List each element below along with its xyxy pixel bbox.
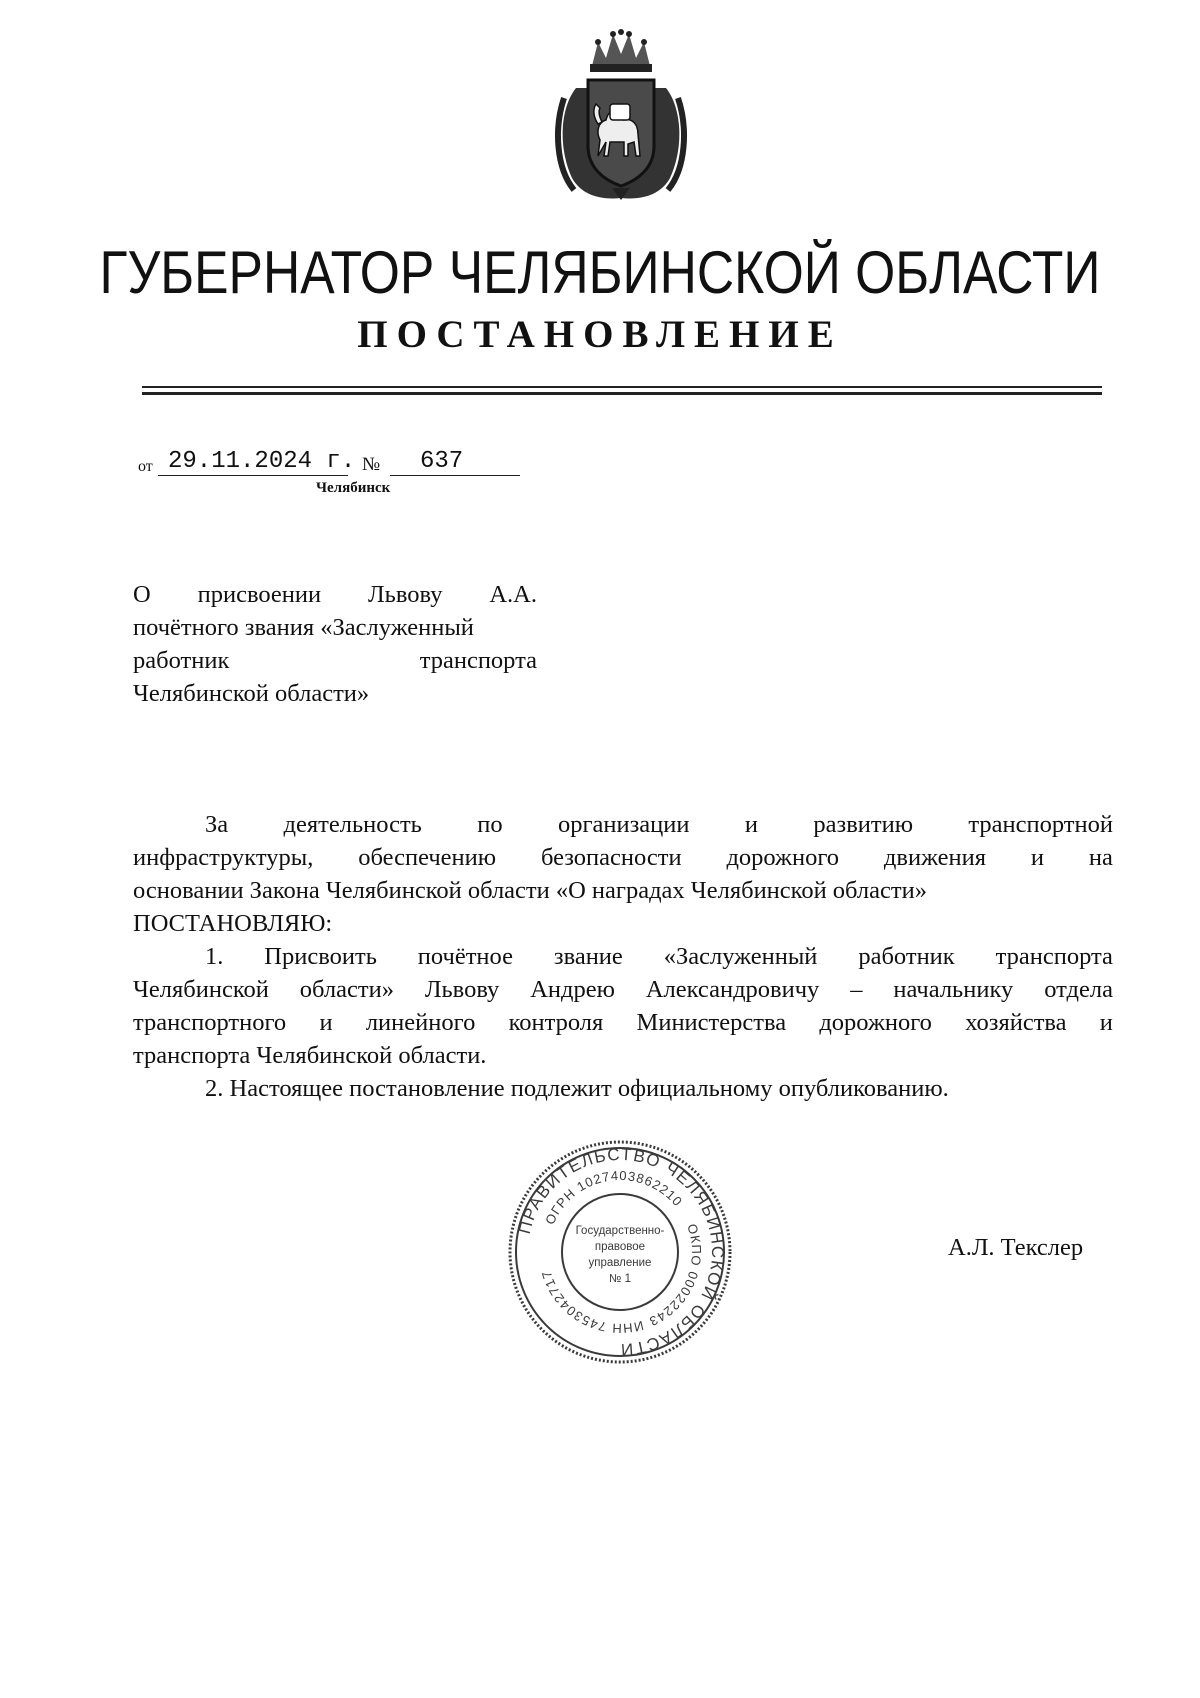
word: – [850,976,863,1003]
word: начальнику [893,976,1014,1003]
svg-text:правовое: правовое [594,1241,646,1253]
seal-okpo-text: ОКПО 00022243 [646,1221,705,1330]
word: 1. [205,943,224,970]
word: Александровичу [645,976,820,1003]
word: и [319,1009,333,1036]
word: безопасности [540,844,682,871]
word: области» [299,976,394,1003]
date-underline [158,475,348,476]
decree-item-2: 2. Настоящее постановление подлежит официальному опубликованию. [205,1075,949,1102]
word: О [133,581,151,608]
word: транспортного [133,1009,287,1036]
document-subject [133,578,537,710]
word: транспорта Челябинской области. [133,1042,487,1069]
date-prefix: от [138,458,153,475]
word: и [1099,1009,1113,1036]
decree-item-1 [133,940,1113,1072]
document-type-heading: ПОСТАНОВЛЕНИЕ [357,313,843,356]
word: обеспечению [358,844,497,871]
word: организации [557,811,690,838]
document-date: 29.11.2024 г. [168,448,356,475]
word: А.А. [489,581,537,608]
seal-center-text [576,1225,665,1285]
document-city: Челябинск [316,480,391,496]
authority-title: ГУБЕРНАТОР ЧЕЛЯБИНСКОЙ ОБЛАСТИ [99,239,1101,306]
word: и [1030,844,1045,871]
seal-ogrn-text: ОГРН 1027403862210 [542,1167,686,1227]
document-body [133,808,1113,1105]
word: хозяйства [965,1009,1067,1036]
word: почётного звания «Заслуженный [133,614,474,641]
word: движения [883,844,987,871]
official-seal [506,1138,734,1366]
word: транспорта [995,943,1113,970]
word: по [477,811,503,838]
word: Присвоить [264,943,377,970]
word: почётное [417,943,513,970]
word: развитию [813,811,914,838]
word: транспортной [968,811,1113,838]
word: контроля [508,1009,604,1036]
svg-text:управление: управление [588,1257,652,1269]
subject-line [133,644,537,677]
word: на [1088,844,1113,871]
text-line [133,1039,1113,1072]
svg-text:Государственно-: Государственно- [575,1225,665,1237]
seal-outer-text: ПРАВИТЕЛЬСТВО ЧЕЛЯБИНСКОЙ ОБЛАСТИ [514,1144,728,1360]
word: линейного [365,1009,476,1036]
word: основании Закона Челябинской области «О наградах Челябинской области» [133,877,927,904]
text-line [133,973,1113,1006]
number-sign: № [362,454,381,475]
header-divider-thick [142,392,1102,395]
subject-line [133,611,537,644]
word: работник [858,943,955,970]
word: инфраструктуры, [133,844,314,871]
word: отдела [1044,976,1113,1003]
word: присвоении [197,581,322,608]
word: «Заслуженный [663,943,818,970]
signatory-name: А.Л. Текслер [948,1234,1084,1261]
text-line [133,841,1113,874]
seal-inn-text: ИНН 7453042717 [538,1268,646,1337]
text-line [133,907,1113,940]
word: Львову [368,581,443,608]
text-line [133,808,1113,841]
number-underline [390,475,520,476]
text-line [133,940,1113,973]
header-divider-thin [142,386,1102,388]
word: Андрею [530,976,615,1003]
text-line [133,874,1113,907]
svg-text:№ 1: № 1 [609,1273,631,1285]
word: Челябинской области» [133,680,370,707]
word: деятельность [283,811,422,838]
word: дорожного [726,844,840,871]
word: ПОСТАНОВЛЯЮ: [133,910,333,937]
word: дорожного [819,1009,932,1036]
subject-line [133,677,537,710]
coat-of-arms-emblem [552,28,690,206]
preamble [133,808,1113,940]
word: За [205,811,229,838]
text-line [133,1006,1113,1039]
word: Львову [424,976,500,1003]
word: Челябинской [133,976,269,1003]
word: транспорта [419,647,537,674]
subject-line [133,578,537,611]
document-number: 637 [420,448,464,475]
word: звание [553,943,623,970]
word: и [744,811,759,838]
word: Министерства [636,1009,787,1036]
word: работник [133,647,230,674]
